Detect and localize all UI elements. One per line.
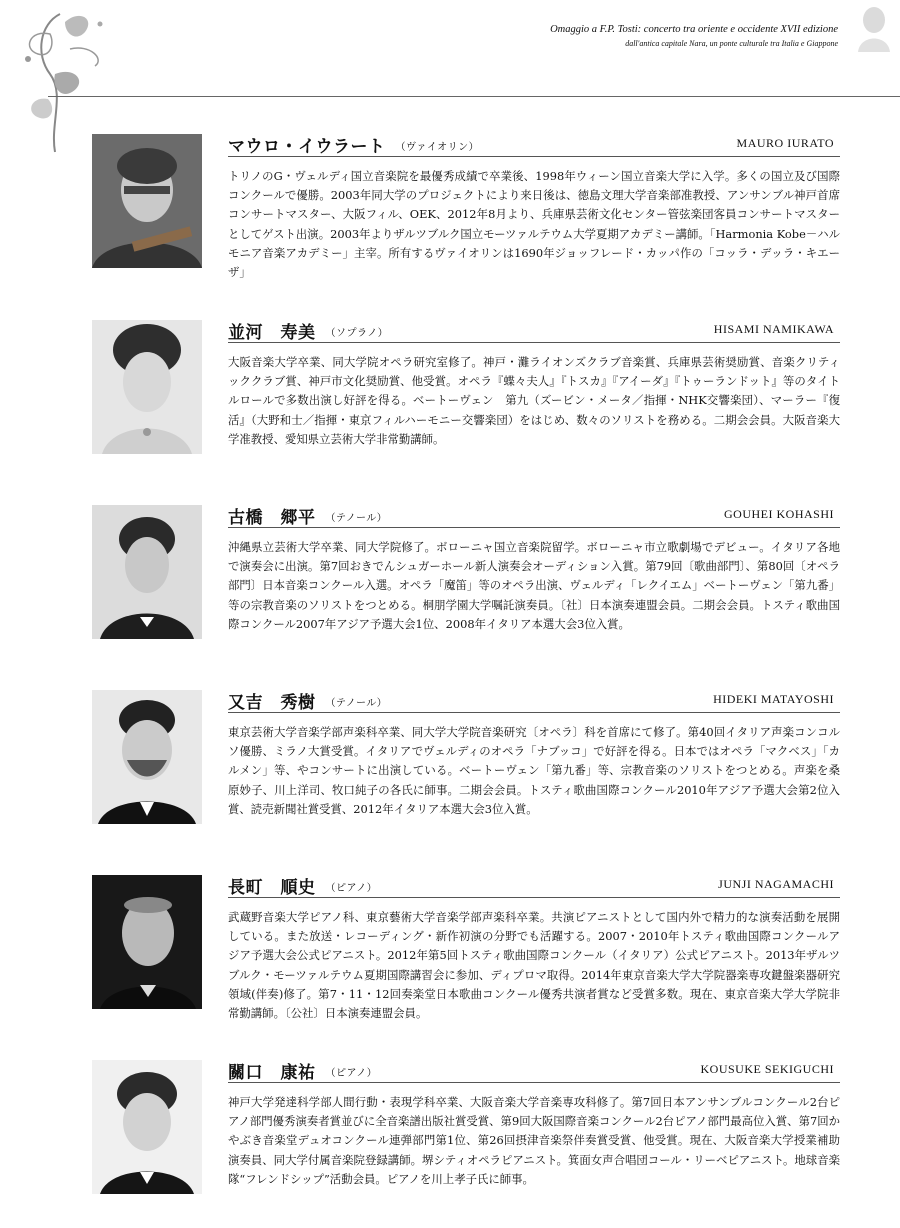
role: （テノール） bbox=[325, 513, 388, 524]
floral-ornament bbox=[10, 4, 130, 154]
role: （テノール） bbox=[325, 698, 388, 709]
portrait-photo bbox=[92, 690, 202, 824]
profile-card bbox=[92, 320, 840, 460]
biography: トリノのG・ヴェルディ国立音楽院を最優秀成績で卒業後、1998年ウィーン国立音楽大学に入学。多くの国立及び国際コンクールで優勝。2003年同大学のプロジェクトにより来日後は、徳島文理大学音楽部准教授、アンサンブル神戸首席コンサートマスター、大阪フィル、OEK、2012年8月より、兵庫県芸術文化センター管弦楽団客員コンサートマスターとしてゲスト出演。2003年よりザルツブルク国立モーツァルテウム大学夏期アカデミー講師。「Harmonia Kobe－ハルモニア音楽アカデミー」主宰。所有するヴァイオリンは1690年ジョッフレード・カッパ作の「コッラ・デッラ・キエーザ」 bbox=[228, 169, 840, 280]
role: （ヴァイオリン） bbox=[395, 142, 480, 153]
name-ja: 並河 寿美 bbox=[228, 323, 316, 343]
profile-card bbox=[92, 505, 840, 645]
name-ja: 關口 康祐 bbox=[228, 1063, 316, 1083]
profile-card bbox=[92, 1060, 840, 1200]
name-line bbox=[228, 505, 840, 528]
biography: 武蔵野音楽大学ピアノ科、東京藝術大学音楽学部声楽科卒業。共演ピアニストとして国内外で精力的な演奏活動を展開している。また放送・レコーディング・新作初演の分野でも活躍する。2007・2010年トスティ歌曲国際コンクールアジア予選大会公式ピアニスト。2012年第5回トスティ歌曲国際コンクール（イタリア）公式ピアニスト。2013年ザルツブルク・モーツァルテウム夏期国際講習会に参加、ディプロマ取得。2014年東京音楽大学大学院器楽専攻鍵盤楽器研究領域(伴奏)修了。第7・11・12回奏楽堂日本歌曲コンクール優秀共演者賞など受賞多数。現在、東京音楽大学大学院非常勤講師。〔公社〕日本演奏連盟会員。 bbox=[228, 910, 840, 1021]
portrait-photo bbox=[92, 134, 202, 268]
name-en: KOUSUKE SEKIGUCHI bbox=[700, 1062, 834, 1076]
name-ja: 古橋 郷平 bbox=[228, 508, 316, 528]
name-ja: マウロ・イウラート bbox=[228, 137, 386, 157]
name-line bbox=[228, 875, 840, 898]
name-en: MAURO IURATO bbox=[736, 136, 834, 150]
biography: 東京芸術大学音楽学部声楽科卒業、同大学大学院音楽研究〔オペラ〕科を首席にて修了。第40回イタリア声楽コンコルソ優勝、ミラノ大賞受賞。イタリアでヴェルディのオペラ「ナブッコ」で好評を得る。日本ではオペラ「マクベス」「カルメン」等、やコンサートに出演している。ベートーヴェン「第九番」等、宗教音楽のソリストをつとめる。声楽を桑原妙子、川上洋司、牧口純子の各氏に師事。二期会会員。トスティ歌曲国際コンクール2010年アジア予選大会第2位入賞、読売新聞社賞受賞、2012年イタリア本選大会3位入賞。 bbox=[228, 725, 840, 816]
name-ja: 又吉 秀樹 bbox=[228, 693, 316, 713]
name-ja: 長町 順史 bbox=[228, 878, 316, 898]
role: （ピアノ） bbox=[325, 1068, 378, 1079]
page-header bbox=[550, 24, 838, 48]
name-line bbox=[228, 134, 840, 157]
name-line bbox=[228, 320, 840, 343]
name-line bbox=[228, 690, 840, 713]
portrait-photo bbox=[92, 875, 202, 1009]
role: （ピアノ） bbox=[325, 883, 378, 894]
header-divider bbox=[48, 96, 900, 97]
portrait-photo bbox=[92, 320, 202, 454]
biography: 大阪音楽大学卒業、同大学院オペラ研究室修了。神戸・灘ライオンズクラブ音楽賞、兵庫県芸術奨励賞、音楽クリティッククラブ賞、神戸市文化奨励賞、他受賞。オペラ『蝶々夫人』『トスカ』『アイーダ』『トゥーランドット』等のタイトルロールで多数出演し好評を得る。ベートーヴェン 第九（ズービン・メータ／指揮・NHK交響楽団）、マーラー『復活』（大野和士／指揮・東京フィルハーモニー交響楽団）をはじめ、数々のソリストを務める。二期会会員。大阪音楽大学准教授、愛知県立芸術大学非常勤講師。 bbox=[228, 355, 840, 446]
role: （ソプラノ） bbox=[325, 328, 389, 339]
name-en: HISAMI NAMIKAWA bbox=[713, 322, 834, 336]
biography: 沖縄県立芸術大学卒業、同大学院修了。ボローニャ国立音楽院留学。ボローニャ市立歌劇場でデビュー。イタリア各地で演奏会に出演。第7回おきでんシュガーホール新人演奏会オーディション入賞。第79回〔歌曲部門〕、第80回〔オペラ部門〕日本音楽コンクール入選。オペラ「魔笛」等のオペラ出演、ヴェルディ「レクイエム」ベートーヴェン「第九番」等の宗教音楽のソリストをつとめる。桐朋学園大学嘱託演奏員。〔社〕日本演奏連盟会員。二期会会員。トスティ歌曲国際コンクール2007年アジア予選大会1位、2008年イタリア本選大会3位入賞。 bbox=[228, 540, 840, 631]
biography: 神戸大学発達科学部人間行動・表現学科卒業、大阪音楽大学音楽専攻科修了。第7回日本アンサンブルコンクール2台ピアノ部門優秀演奏者賞並びに全音楽譜出版社賞受賞、第9回大阪国際音楽コンクール2台ピアノ部門最高位入賞、第7回かやぶき音楽堂デュオコンクール連弾部門第1位、第26回摂津音楽祭伴奏賞受賞、他受賞。現在、大阪音楽大学授業補助演奏員、同大学付属音楽院登録講師。堺シティオペラピアニスト。箕面女声合唱団コール・リーベピアニスト。地球音楽隊“フレンドシップ”活動会員。ピアノを川上孝子氏に師事。 bbox=[228, 1095, 840, 1186]
name-line bbox=[228, 1060, 840, 1083]
name-en: JUNJI NAGAMACHI bbox=[718, 877, 834, 891]
header-subtitle: dall'antica capitale Nara, un ponte culturale tra Italia e Giappone bbox=[625, 39, 838, 48]
header-title: Omaggio a F.P. Tosti: concerto tra oriente e occidente XVII edizione bbox=[550, 24, 838, 35]
portrait-photo bbox=[92, 1060, 202, 1194]
name-en: HIDEKI MATAYOSHI bbox=[713, 692, 834, 706]
profile-card bbox=[92, 690, 840, 830]
composer-bust-image bbox=[854, 4, 894, 52]
profile-card bbox=[92, 875, 840, 1021]
name-en: GOUHEI KOHASHI bbox=[724, 507, 834, 521]
profile-card bbox=[92, 134, 840, 280]
portrait-photo bbox=[92, 505, 202, 639]
